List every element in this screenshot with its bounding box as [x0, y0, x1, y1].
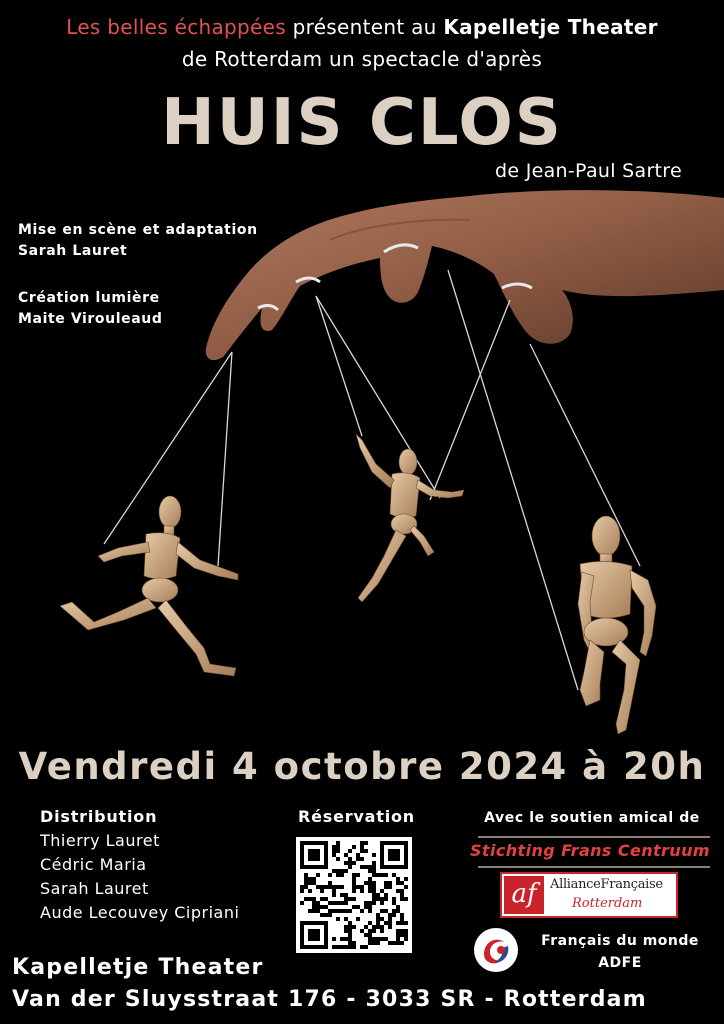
distribution-title: Distribution: [40, 807, 158, 826]
hand-illustration: [206, 190, 724, 360]
lighting-name: Maite Virouleaud: [18, 311, 163, 327]
alliance-city: Rotterdam: [572, 896, 643, 911]
cast-member: Cédric Maria: [40, 855, 147, 874]
qr-code-graphic: [296, 837, 412, 953]
play-author: de Jean-Paul Sartre: [495, 160, 682, 182]
troupe-name: Les belles échappées: [66, 15, 286, 39]
wooden-puppet-left: [60, 496, 238, 676]
theater-name: Kapelletje Theater: [443, 15, 658, 39]
cast-member: Sarah Lauret: [40, 879, 149, 898]
alliance-francaise-logo: [500, 872, 678, 918]
qr-code-icon[interactable]: [296, 837, 412, 953]
adfe-acronym: ADFE: [598, 955, 642, 971]
divider: [478, 866, 710, 868]
support-title: Avec le soutien amical de: [484, 810, 700, 826]
divider: [478, 836, 710, 838]
af-mark-icon: af: [504, 876, 544, 914]
adfe-logo-icon: [474, 928, 518, 972]
reservation-title: Réservation: [298, 807, 415, 826]
direction-name: Sarah Lauret: [18, 243, 128, 259]
venue-name: Kapelletje Theater: [12, 955, 264, 980]
venue-address: Van der Sluysstraat 176 - 3033 SR - Rotterdam: [12, 987, 647, 1012]
adfe-swirl-icon: [474, 928, 518, 972]
play-title: HUIS CLOS: [161, 86, 563, 160]
stichting-logo: Stichting Frans Centruum: [470, 841, 710, 860]
lighting-label: Création lumière: [18, 290, 160, 306]
event-date: Vendredi 4 octobre 2024 à 20h: [18, 745, 706, 788]
wooden-puppet-center: [356, 434, 464, 602]
cast-member: Aude Lecouvey Cipriani: [40, 903, 240, 922]
header-line-1: [0, 14, 724, 40]
direction-label: Mise en scène et adaptation: [18, 222, 258, 238]
wooden-puppet-right: [578, 516, 656, 734]
adfe-name: Français du monde: [541, 933, 699, 949]
cast-member: Thierry Lauret: [40, 831, 160, 850]
alliance-name: AllianceFrançaise: [550, 877, 663, 892]
header-line-2: de Rotterdam un spectacle d'après: [181, 47, 543, 71]
header-presentent-text: présentent au: [285, 15, 444, 39]
puppet-photo: [0, 180, 724, 740]
